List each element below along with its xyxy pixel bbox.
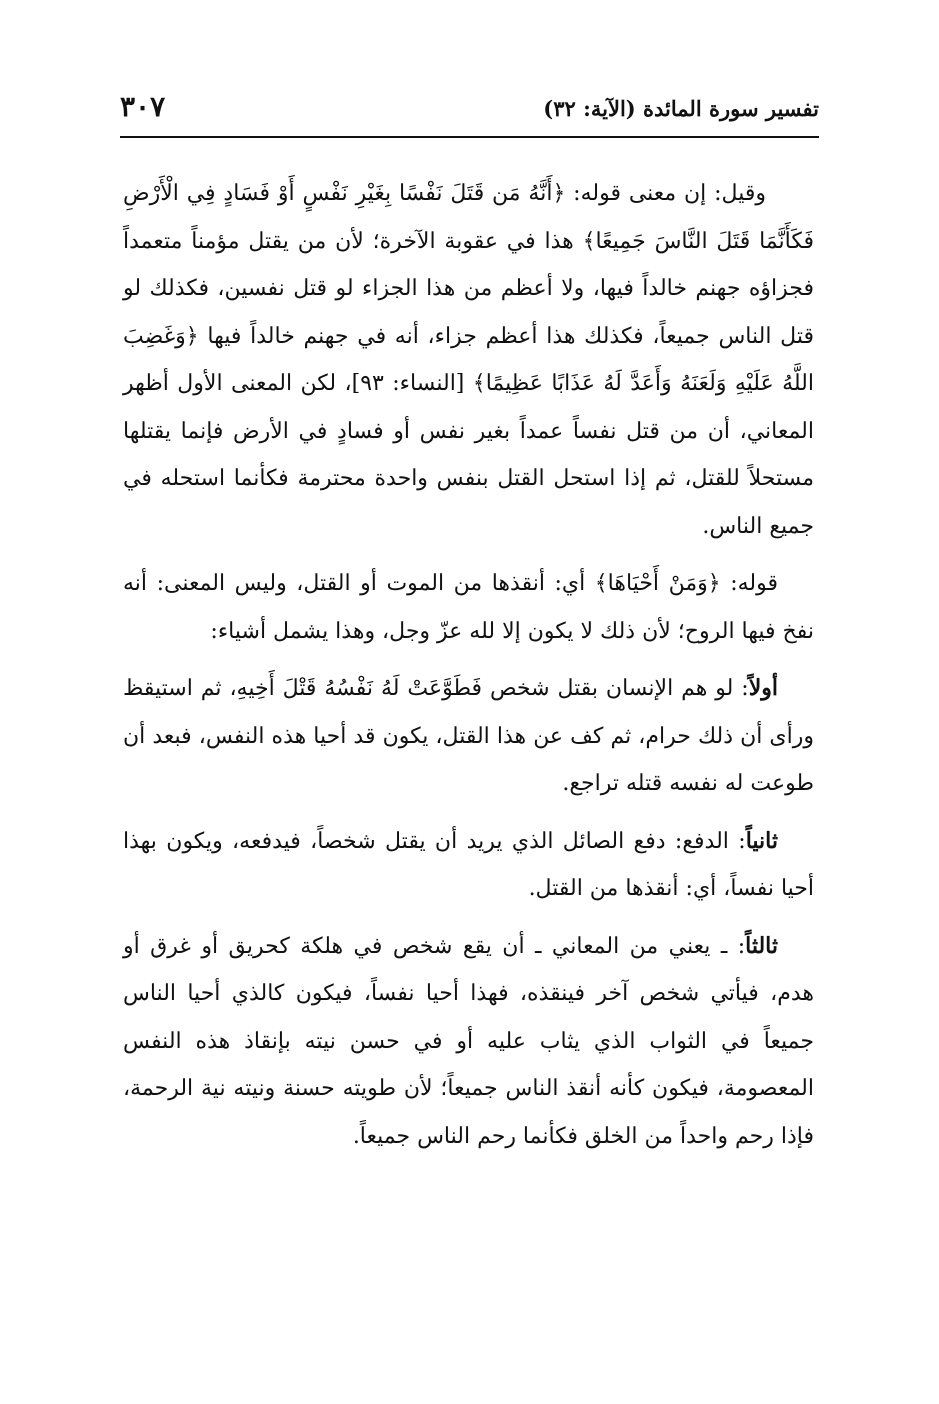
paragraph-text: : الدفع: دفع الصائل الذي يريد أن يقتل شخصاً، فيدفعه، ويكون بهذا أحيا نفساً، أي: أنقذها من القتل. [123, 828, 814, 901]
paragraph-text: : ـ يعني من المعاني ـ أن يقع شخص في هلكة كحريق أو غرق أو هدم، فيأتي شخص آخر فينقذه، فهذا أحيا نفساً، فيكون كالذي أحيا الناس جميعاً في الثواب الذي يثاب عليه أو في حسن نيته بإنقاذ هذه النفس المعصومة، فيكون كأنه أنقذ الناس جميعاً؛ لأن طويته حسنة ونيته نية الرحمة، فإذا رحم واحداً من الخلق فكأنما رحم الناس جميعاً. [123, 933, 814, 1149]
paragraph-text: : لو هم الإنسان بقتل شخص فَطَوَّعَتْ لَهُ نَفْسُهُ قَتْلَ أَخِيهِ، ثم استيقظ ورأى أن ذلك حرام، ثم كف عن هذا القتل، يكون قد أحيا هذه النفس، فبعد أن طوعت له نفسه قتله تراجع. [123, 676, 814, 796]
page-number: ٣٠٧ [120, 90, 166, 123]
paragraph-lead: أولاً [748, 675, 778, 701]
paragraph-lead: ثانياً [745, 827, 778, 854]
paragraph-text: قوله: ﴿وَمَنْ أَحْيَاهَا﴾ أي: أنقذها من الموت أو القتل، وليس المعنى: أنه نفخ فيها الروح؛ لأن ذلك لا يكون إلا لله عزّ وجل، وهذا يشمل أشياء: [123, 571, 814, 644]
paragraph-text: وقيل: إن معنى قوله: ﴿أَنَّهُ مَن قَتَلَ نَفْسًا بِغَيْرِ نَفْسٍ أَوْ فَسَادٍ فِي الْأَرْضِ فَكَأَنَّمَا قَتَلَ النَّاسَ جَمِيعًا﴾ هذا في عقوبة الآخرة؛ لأن من يقتل مؤمناً متعمداً فجزاؤه جهنم خالداً فيها، ولا أعظم من هذا الجزاء لو قتل نفسين، فكذلك لو قتل الناس جميعاً، فكذلك هذا أعظم جزاء، أنه في جهنم خالداً فيها ﴿وَغَضِبَ اللَّهُ عَلَيْهِ وَلَعَنَهُ وَأَعَدَّ لَهُ عَذَابًا عَظِيمًا﴾ [النساء: ٩٣]، لكن المعنى الأول أظهر المعاني، أن من قتل نفساً عمداً بغير نفس أو فسادٍ في الأرض فإنما يقتلها مستحلاً للقتل، ثم إذا استحل القتل بنفس واحدة محترمة فكأنما استحله في جميع الناس. [123, 181, 814, 539]
paragraph-2 [123, 560, 814, 655]
paragraph-1 [123, 170, 814, 550]
paragraph-3 [123, 665, 814, 808]
paragraph-lead: ثالثاً [745, 932, 778, 959]
paragraph-5 [123, 923, 814, 1161]
page-body [123, 170, 814, 1170]
header-divider [120, 136, 819, 138]
running-header [120, 90, 819, 134]
paragraph-4 [123, 818, 814, 913]
header-title: تفسير سورة المائدة (الآية: ٣٢) [543, 96, 819, 121]
